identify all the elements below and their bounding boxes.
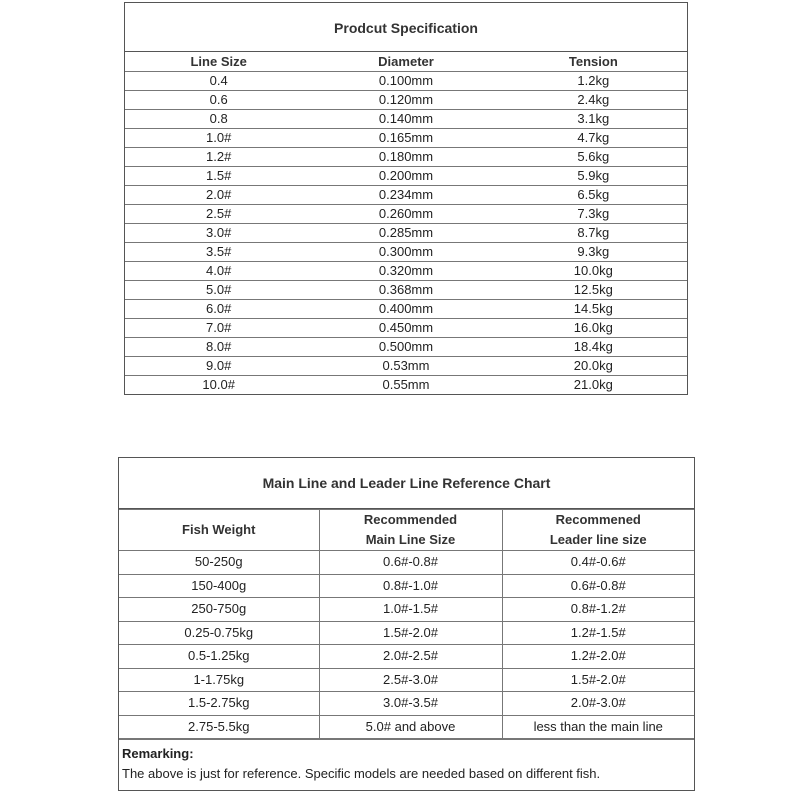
reference-header-fish-weight-label: Fish Weight (182, 522, 256, 537)
reference-cell-leader-line: 1.5#-2.0# (502, 668, 694, 692)
reference-table-row (119, 715, 694, 739)
spec-cell-line-size: 1.2# (125, 148, 312, 167)
spec-cell-diameter: 0.400mm (312, 300, 499, 319)
reference-header-main-line-line2: Main Line Size (365, 532, 456, 547)
reference-cell-main-line: 5.0# and above (319, 715, 502, 739)
spec-table-row (125, 224, 687, 243)
spec-table-row (125, 319, 687, 338)
reference-cell-main-line: 1.0#-1.5# (319, 598, 502, 622)
spec-cell-tension: 3.1kg (500, 110, 687, 129)
spec-cell-line-size: 1.5# (125, 167, 312, 186)
spec-table-row (125, 72, 687, 91)
spec-header-diameter: Diameter (312, 52, 499, 72)
spec-table-row (125, 338, 687, 357)
spec-cell-tension: 4.7kg (500, 129, 687, 148)
spec-cell-diameter: 0.120mm (312, 91, 499, 110)
reference-cell-main-line: 2.0#-2.5# (319, 645, 502, 669)
spec-cell-tension: 1.2kg (500, 72, 687, 91)
spec-cell-diameter: 0.165mm (312, 129, 499, 148)
reference-cell-fish-weight: 0.5-1.25kg (119, 645, 319, 669)
spec-table-row (125, 243, 687, 262)
reference-header-main-line (319, 510, 502, 551)
reference-cell-fish-weight: 1.5-2.75kg (119, 692, 319, 716)
spec-table-row (125, 281, 687, 300)
spec-cell-tension: 7.3kg (500, 205, 687, 224)
spec-cell-diameter: 0.368mm (312, 281, 499, 300)
spec-cell-diameter: 0.180mm (312, 148, 499, 167)
spec-cell-tension: 6.5kg (500, 186, 687, 205)
spec-cell-line-size: 2.5# (125, 205, 312, 224)
spec-cell-diameter: 0.140mm (312, 110, 499, 129)
remark-text: The above is just for reference. Specific models are needed based on different fish. (122, 766, 601, 781)
spec-table-row (125, 148, 687, 167)
spec-cell-line-size: 7.0# (125, 319, 312, 338)
reference-cell-fish-weight: 150-400g (119, 574, 319, 598)
spec-cell-line-size: 6.0# (125, 300, 312, 319)
spec-cell-diameter: 0.500mm (312, 338, 499, 357)
reference-header-main-line-line1: Recommended (363, 512, 458, 527)
remark-label: Remarking: (122, 746, 194, 761)
spec-cell-tension: 14.5kg (500, 300, 687, 319)
reference-cell-leader-line: 1.2#-1.5# (502, 621, 694, 645)
spec-table-row (125, 357, 687, 376)
spec-cell-tension: 16.0kg (500, 319, 687, 338)
spec-cell-line-size: 0.6 (125, 91, 312, 110)
reference-cell-leader-line: 0.4#-0.6# (502, 551, 694, 575)
spec-cell-diameter: 0.53mm (312, 357, 499, 376)
spec-header-row (125, 52, 687, 72)
reference-header-row (119, 510, 694, 551)
spec-cell-tension: 21.0kg (573, 377, 613, 392)
reference-table-title: Main Line and Leader Line Reference Chart (119, 458, 694, 509)
spec-cell-tension: 10.0kg (500, 262, 687, 281)
reference-header-leader-line-line1: Recommened (555, 512, 641, 527)
spec-cell-line-size: 0.4 (125, 72, 312, 91)
spec-table-row (125, 205, 687, 224)
spec-cell-diameter: 0.234mm (312, 186, 499, 205)
spec-table-body (125, 72, 687, 395)
reference-cell-main-line: 1.5#-2.0# (319, 621, 502, 645)
reference-header-fish-weight (119, 510, 319, 551)
spec-cell-line-size: 4.0# (125, 262, 312, 281)
reference-table-row (119, 621, 694, 645)
spec-cell-line-size: 3.0# (125, 224, 312, 243)
reference-cell-leader-line: less than the main line (502, 715, 694, 739)
spec-cell-tension: 12.5kg (500, 281, 687, 300)
reference-cell-main-line: 0.8#-1.0# (319, 574, 502, 598)
spec-table-grid (125, 52, 687, 394)
reference-table-body (119, 551, 694, 739)
spec-cell-diameter: 0.260mm (312, 205, 499, 224)
reference-table-row (119, 668, 694, 692)
reference-cell-fish-weight: 0.25-0.75kg (119, 621, 319, 645)
spec-cell-tension: 5.6kg (500, 148, 687, 167)
reference-header-leader-line-line2: Leader line size (549, 532, 647, 547)
spec-table-row (125, 300, 687, 319)
reference-cell-fish-weight: 1-1.75kg (119, 668, 319, 692)
reference-cell-fish-weight: 50-250g (119, 551, 319, 575)
spec-cell-line-size: 10.0# (202, 377, 235, 392)
reference-table-row (119, 574, 694, 598)
spec-cell-tension: 9.3kg (500, 243, 687, 262)
reference-table-row (119, 645, 694, 669)
spec-table-row (125, 129, 687, 148)
reference-table-row (119, 598, 694, 622)
reference-cell-leader-line: 2.0#-3.0# (502, 692, 694, 716)
reference-cell-main-line: 0.6#-0.8# (319, 551, 502, 575)
spec-table-title: Prodcut Specification (125, 3, 687, 52)
reference-chart-table (118, 457, 695, 791)
reference-cell-fish-weight: 2.75-5.5kg (119, 715, 319, 739)
spec-cell-diameter: 0.200mm (312, 167, 499, 186)
spec-header-line-size: Line Size (125, 52, 312, 72)
spec-cell-line-size: 3.5# (125, 243, 312, 262)
reference-cell-fish-weight: 250-750g (119, 598, 319, 622)
spec-cell-line-size: 5.0# (125, 281, 312, 300)
reference-cell-main-line: 3.0#-3.5# (319, 692, 502, 716)
reference-cell-leader-line: 0.8#-1.2# (502, 598, 694, 622)
remark-section (119, 739, 694, 790)
spec-table-row (125, 262, 687, 281)
reference-table-grid (119, 509, 694, 739)
spec-table-row (125, 110, 687, 129)
spec-cell-diameter: 0.450mm (312, 319, 499, 338)
spec-cell-diameter: 0.285mm (312, 224, 499, 243)
reference-cell-leader-line: 0.6#-0.8# (502, 574, 694, 598)
reference-table-row (119, 551, 694, 575)
spec-cell-diameter: 0.55mm (382, 377, 430, 392)
spec-cell-tension: 18.4kg (500, 338, 687, 357)
reference-table-row (119, 692, 694, 716)
spec-cell-tension: 5.9kg (500, 167, 687, 186)
reference-header-leader-line (502, 510, 694, 551)
spec-cell-tension: 20.0kg (500, 357, 687, 376)
spec-table-row (125, 186, 687, 205)
spec-cell-tension: 2.4kg (500, 91, 687, 110)
spec-cell-line-size: 8.0# (125, 338, 312, 357)
spec-cell-line-size: 0.8 (125, 110, 312, 129)
spec-cell-diameter: 0.300mm (312, 243, 499, 262)
product-specification-table (124, 2, 688, 395)
spec-table-row (125, 91, 687, 110)
spec-cell-line-size: 9.0# (125, 357, 312, 376)
spec-header-tension: Tension (500, 52, 687, 72)
reference-cell-main-line: 2.5#-3.0# (319, 668, 502, 692)
reference-cell-leader-line: 1.2#-2.0# (502, 645, 694, 669)
spec-cell-diameter: 0.100mm (312, 72, 499, 91)
spec-cell-diameter: 0.320mm (312, 262, 499, 281)
spec-table-row (125, 167, 687, 186)
spec-table-row (125, 376, 687, 395)
spec-cell-tension: 8.7kg (500, 224, 687, 243)
spec-cell-line-size: 1.0# (125, 129, 312, 148)
spec-cell-line-size: 2.0# (125, 186, 312, 205)
